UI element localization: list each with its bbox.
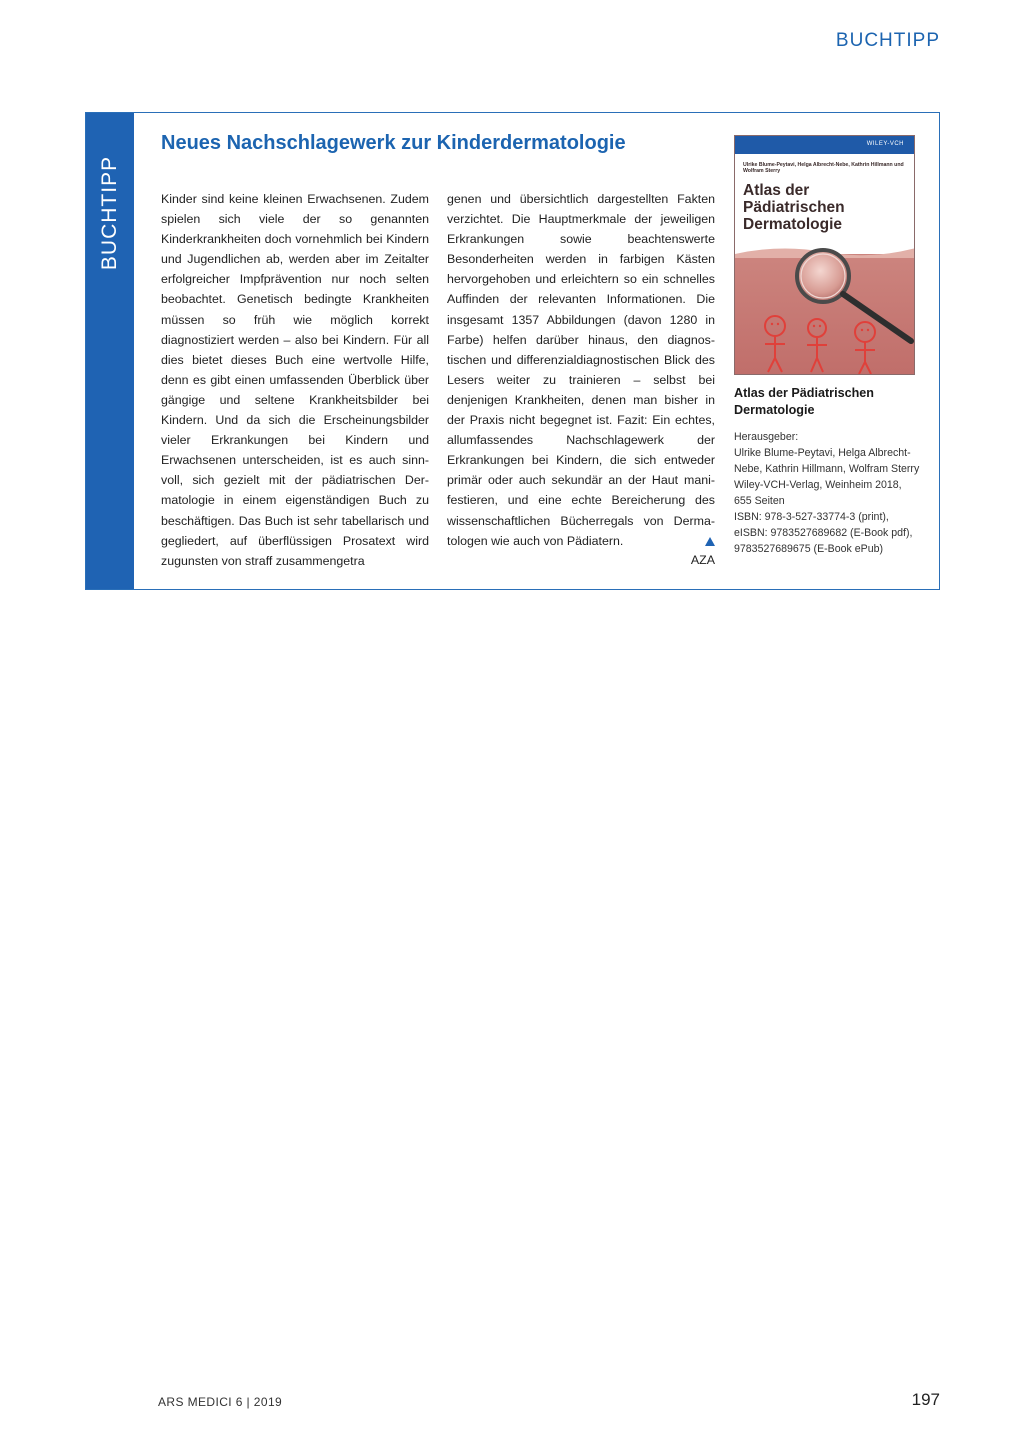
- cover-publisher-logo: WILEY-VCH: [866, 141, 904, 147]
- cover-authors: Ulrike Blume-Peytavi, Helga Albrecht-Nebe, Kathrin Hillmann und Wolfram Sterry: [743, 162, 904, 175]
- book-tip-box: [85, 112, 940, 590]
- author-initials: AZA: [690, 553, 715, 567]
- footer-journal: ARS MEDICI 6 | 2019: [158, 1395, 283, 1409]
- end-mark-row: [447, 533, 715, 551]
- side-bar: [86, 113, 134, 589]
- book-info-line: Herausgeber:: [734, 431, 799, 443]
- header-section-label: BUCHTIPP: [835, 30, 940, 51]
- book-info-line: ISBN: 978-3-527-33774-3 (print),: [734, 511, 889, 523]
- book-info-line: Ulrike Blume-Peytavi, Helga Albrecht-Nebe, Kathrin Hillmann, Wolfram Sterry: [734, 447, 920, 475]
- end-triangle-icon: [705, 537, 715, 546]
- book-cover-image: [734, 135, 915, 375]
- side-bar-label: BUCHTIPP: [98, 155, 121, 271]
- book-info-line: 655 Seiten: [734, 495, 785, 507]
- article-column-2: genen und übersichtlich dargestellten Fakten verzichtet. Die Hauptmerkmale der jeweiligen Erkrankungen sowie beachtenswerte Besonderheiten werden in farbigen Kästen hervorgehoben und erleichtern so ein schnelles Auffinden der relevanten Informationen. Die insgesamt 1357 Abbildungen (davon 1280 in Farbe) helfen darüber hinaus, den diagnostischen und differenzialdiagnostischen Blick des Lesers weiter zu trainieren – selbst bei denjenigen Krankheiten, denen man bisher in der Praxis nicht begegnet ist. Fazit: Ein echtes, allumfassendes Nachschlagewerk der Erkrankungen bei Kindern, die sich entweder primär oder auch sekundär an der Haut manifestieren, und eine echte Bereicherung des wissenschaftlichen Bücherregals von Dermatologen wie auch von Pädiatern.: [447, 192, 715, 548]
- cover-title: Atlas der Pädiatrischen Dermatologie: [743, 182, 845, 233]
- book-info-line: eISBN: 9783527689682 (E-Book pdf),: [734, 527, 913, 539]
- book-info-line: Wiley-VCH-Verlag, Weinheim 2018,: [734, 479, 902, 491]
- article-column-1: Kinder sind keine kleinen Erwachsenen. Zudem spielen sich viele der so genannten Kinderkrankheiten doch vornehmlich bei Kindern und Jugendlichen ab, werden aber im Zeitalter erfolgreicher Impfprävention nur noch selten beobachtet. Genetisch bedingte Krankheiten müssen so früh wie möglich korrekt diagnostiziert werden – also bei Kindern. Für all dies bietet dieses Buch eine wertvolle Hilfe, denn es gibt einen umfassenden Überblick über gängige und seltene Krankheitsbilder bei Kindern. Und da sich die Erscheinungsbilder vieler Erkrankungen bei Kindern und Erwachsenen unterscheiden, ist es auch sinnvoll, sich gezielt mit der pädiatrischen Dermatologie in einem eigenständigen Buch zu beschäftigen. Das Buch ist sehr tabellarisch und gegliedert, auf überflüssigen Prosatext wird zugunsten von straff zusammengetra: [161, 192, 429, 568]
- book-title: Atlas der Pädiatrischen Dermatologie: [734, 386, 874, 417]
- article-title: Neues Nachschlagewerk zur Kinderdermatologie: [161, 132, 626, 154]
- book-info: [734, 429, 934, 557]
- footer-page-number: 197: [911, 1390, 940, 1409]
- book-info-line: 9783527689675 (E-Book ePub): [734, 543, 884, 555]
